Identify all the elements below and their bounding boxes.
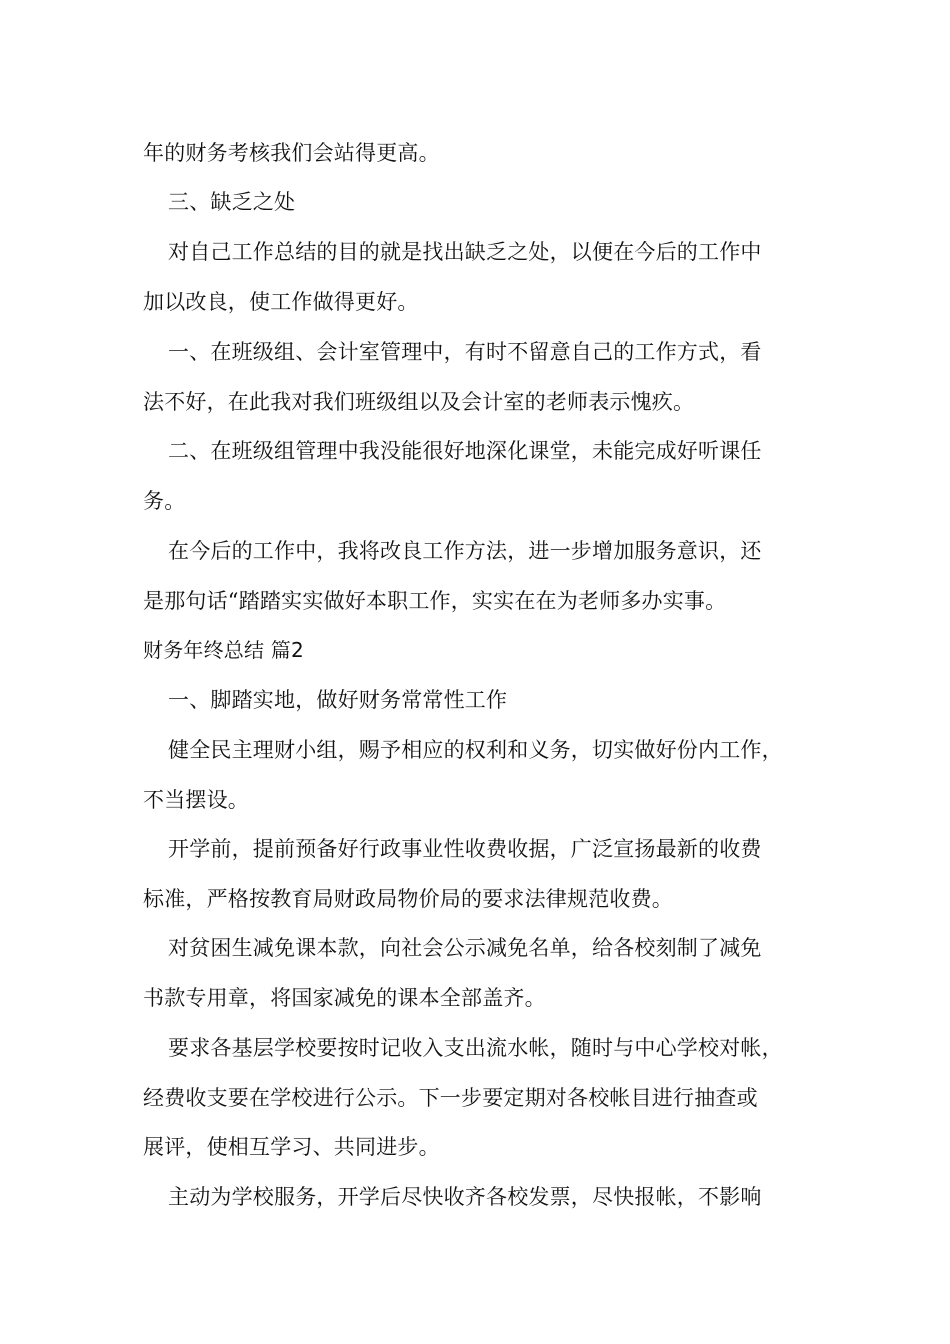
paragraph-line: 书款专用章，将国家减免的课本全部盖齐。: [143, 986, 546, 1010]
paragraph-line: 健全民主理财小组，赐予相应的权利和义务，切实做好份内工作，: [168, 738, 783, 762]
paragraph-line: 开学前，提前预备好行政事业性收费收据，广泛宣扬最新的收费: [168, 837, 762, 861]
paragraph-line: 经费收支要在学校进行公示。下一步要定期对各校帐目进行抽查或: [143, 1086, 758, 1110]
paragraph-line: 加以改良，使工作做得更好。: [143, 290, 419, 314]
paragraph-line: 主动为学校服务，开学后尽快收齐各校发票，尽快报帐，不影响: [168, 1185, 762, 1209]
section-heading: 一、脚踏实地，做好财务常常性工作: [168, 688, 508, 712]
paragraph-line: 对自己工作总结的目的就是找出缺乏之处，以便在今后的工作中: [168, 240, 762, 264]
paragraph-line: 展评，使相互学习、共同进步。: [143, 1135, 440, 1159]
section-title: 财务年终总结 篇2: [143, 638, 304, 662]
paragraph-line: 在今后的工作中，我将改良工作方法，进一步增加服务意识，还: [168, 539, 762, 563]
paragraph-line: 对贫困生减免课本款，向社会公示减免名单，给各校刻制了减免: [168, 936, 762, 960]
paragraph-line: 不当摆设。: [143, 788, 249, 812]
paragraph-line: 要求各基层学校要按时记收入支出流水帐，随时与中心学校对帐，: [168, 1036, 783, 1060]
paragraph-line: 年的财务考核我们会站得更高。: [143, 141, 440, 165]
paragraph-line: 务。: [143, 489, 186, 513]
paragraph-line: 法不好，在此我对我们班级组以及会计室的老师表示愧疚。: [143, 390, 695, 414]
paragraph-line: 是那句话“踏踏实实做好本职工作，实实在在为老师多办实事。: [143, 589, 727, 613]
paragraph-line: 二、在班级组管理中我没能很好地深化课堂，未能完成好听课任: [168, 439, 762, 463]
section-heading: 三、缺乏之处: [168, 190, 296, 214]
paragraph-line: 标准，严格按教育局财政局物价局的要求法律规范收费。: [143, 887, 673, 911]
paragraph-line: 一、在班级组、会计室管理中，有时不留意自己的工作方式，看: [168, 340, 762, 364]
